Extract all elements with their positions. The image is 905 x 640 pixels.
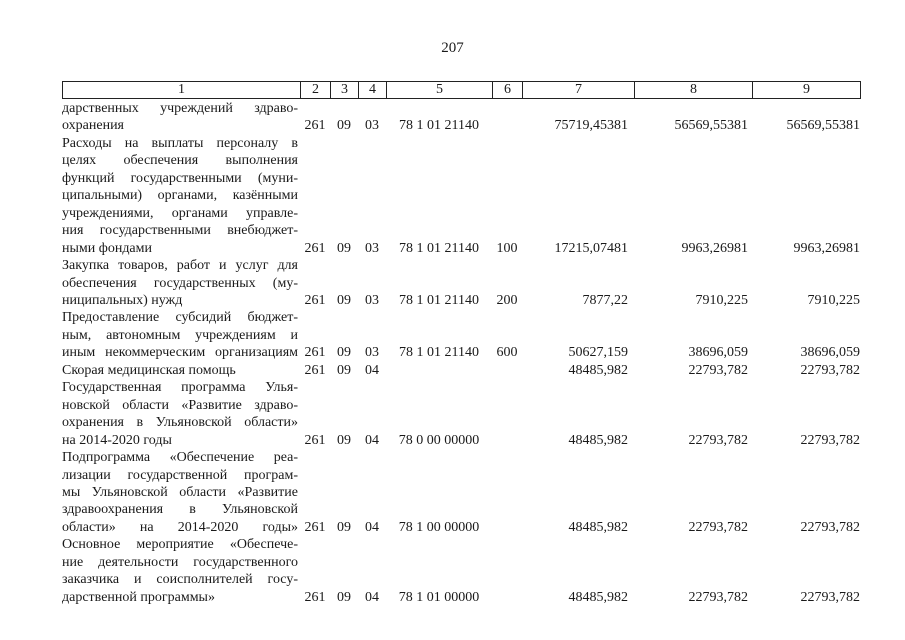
column-header-3: 3 <box>331 82 359 99</box>
amount-col9-cell: 56569,55381 <box>786 118 860 134</box>
description-line: заказчика и соисполнителей госу- <box>62 572 298 588</box>
amount-col8-cell: 38696,059 <box>688 345 748 361</box>
amount-col7-cell: 50627,159 <box>568 345 628 361</box>
amount-col8-cell: 7910,225 <box>695 292 748 308</box>
subsection-code-cell: 04 <box>365 589 379 605</box>
amount-col7-cell: 7877,22 <box>582 292 628 308</box>
table-row <box>62 257 870 309</box>
amount-col8-cell: 56569,55381 <box>674 118 748 134</box>
admin-code-cell: 261 <box>304 519 326 535</box>
description-line: Скорая медицинская помощь <box>62 362 236 378</box>
admin-code-cell: 261 <box>304 345 326 361</box>
description-line: целях обеспечения выполнения <box>62 153 298 169</box>
row-description <box>62 309 300 361</box>
amount-col7-cell: 48485,982 <box>568 362 628 378</box>
admin-code-cell: 261 <box>304 589 326 605</box>
description-line: дарственной программы» <box>62 589 215 605</box>
admin-code-cell: 261 <box>304 240 326 256</box>
row-description <box>62 257 300 309</box>
amount-col7-cell: 75719,45381 <box>554 118 628 134</box>
description-line: ния государственными внебюджет- <box>62 223 298 239</box>
section-code-cell: 09 <box>337 345 351 361</box>
target-article-cell: 78 1 01 21140 <box>399 118 479 134</box>
table-row <box>62 309 870 361</box>
column-header-4: 4 <box>359 82 387 99</box>
description-line: охранения в Ульяновской области» <box>62 415 298 431</box>
description-line: Закупка товаров, работ и услуг для <box>62 258 298 274</box>
description-line: обеспечения государственных (му- <box>62 275 298 291</box>
description-line: Предоставление субсидий бюджет- <box>62 310 298 326</box>
row-description <box>62 379 300 449</box>
row-description <box>62 536 300 606</box>
expense-type-cell: 200 <box>496 292 518 308</box>
admin-code-cell: 261 <box>304 118 326 134</box>
description-line: ным, автономным учреждениям и <box>62 327 298 343</box>
description-line: области» на 2014-2020 годы» <box>62 519 298 535</box>
column-header-6: 6 <box>493 82 523 99</box>
row-description <box>62 135 300 257</box>
description-line: на 2014-2020 годы <box>62 432 172 448</box>
column-header-7: 7 <box>523 82 635 99</box>
description-line: ными фондами <box>62 240 153 256</box>
page-number: 207 <box>441 40 464 56</box>
description-line: Расходы на выплаты персоналу в <box>62 135 298 151</box>
subsection-code-cell: 04 <box>365 432 379 448</box>
table-row <box>62 100 870 135</box>
section-code-cell: 09 <box>337 519 351 535</box>
section-code-cell: 09 <box>337 432 351 448</box>
amount-col9-cell: 22793,782 <box>800 362 860 378</box>
admin-code-cell: 261 <box>304 292 326 308</box>
description-line: охранения <box>62 118 124 134</box>
description-line: Основное мероприятие «Обеспече- <box>62 537 298 553</box>
amount-col8-cell: 22793,782 <box>688 589 748 605</box>
subsection-code-cell: 04 <box>365 362 379 378</box>
amount-col9-cell: 7910,225 <box>807 292 860 308</box>
description-line: здравоохранения в Ульяновской <box>62 502 298 518</box>
admin-code-cell: 261 <box>304 432 326 448</box>
amount-col8-cell: 22793,782 <box>688 362 748 378</box>
description-line: функций государственными (муни- <box>62 170 298 186</box>
row-description <box>62 362 300 379</box>
column-header-row <box>62 81 861 99</box>
description-line: ниципальных) нужд <box>62 292 183 308</box>
amount-col7-cell: 48485,982 <box>568 519 628 535</box>
column-header-2: 2 <box>301 82 331 99</box>
amount-col7-cell: 48485,982 <box>568 589 628 605</box>
table-row <box>62 536 870 606</box>
subsection-code-cell: 03 <box>365 292 379 308</box>
amount-col8-cell: 22793,782 <box>688 432 748 448</box>
description-line: ние деятельности государственного <box>62 554 298 570</box>
target-article-cell: 78 1 01 21140 <box>399 240 479 256</box>
subsection-code-cell: 03 <box>365 345 379 361</box>
section-code-cell: 09 <box>337 362 351 378</box>
amount-col9-cell: 9963,26981 <box>793 240 860 256</box>
description-line: ципальными) органами, казёнными <box>62 188 298 204</box>
amount-col9-cell: 22793,782 <box>800 589 860 605</box>
column-header-1: 1 <box>63 82 301 99</box>
subsection-code-cell: 04 <box>365 519 379 535</box>
amount-col9-cell: 22793,782 <box>800 432 860 448</box>
amount-col9-cell: 38696,059 <box>800 345 860 361</box>
description-line: мы Ульяновской области «Развитие <box>62 484 298 500</box>
target-article-cell: 78 1 00 00000 <box>398 519 480 535</box>
amount-col8-cell: 22793,782 <box>688 519 748 535</box>
target-article-cell: 78 1 01 21140 <box>399 292 479 308</box>
table-row <box>62 379 870 449</box>
target-article-cell: 78 0 00 00000 <box>398 432 480 448</box>
table-row <box>62 135 870 257</box>
table-row <box>62 362 870 379</box>
admin-code-cell: 261 <box>304 362 326 378</box>
row-description <box>62 100 300 135</box>
amount-col7-cell: 17215,07481 <box>554 240 628 256</box>
target-article-cell: 78 1 01 21140 <box>399 345 479 361</box>
amount-col8-cell: 9963,26981 <box>681 240 748 256</box>
expense-type-cell: 100 <box>496 240 518 256</box>
section-code-cell: 09 <box>337 292 351 308</box>
amount-col7-cell: 48485,982 <box>568 432 628 448</box>
amount-col9-cell: 22793,782 <box>800 519 860 535</box>
column-header-9: 9 <box>753 82 861 99</box>
section-code-cell: 09 <box>337 589 351 605</box>
section-code-cell: 09 <box>337 240 351 256</box>
column-header-8: 8 <box>635 82 753 99</box>
subsection-code-cell: 03 <box>365 240 379 256</box>
description-line: лизации государственной програм- <box>62 467 298 483</box>
expense-type-cell: 600 <box>496 345 518 361</box>
description-line: Подпрограмма «Обеспечение реа- <box>62 450 298 466</box>
description-line: дарственных учреждений здраво- <box>62 101 298 116</box>
row-description <box>62 449 300 536</box>
table-row <box>62 449 870 536</box>
subsection-code-cell: 03 <box>365 118 379 134</box>
description-line: Государственная программа Улья- <box>62 380 298 396</box>
description-line: учреждениями, органами управле- <box>62 205 298 221</box>
section-code-cell: 09 <box>337 118 351 134</box>
description-line: иным некоммерческим организациям <box>62 345 298 361</box>
description-line: новской области «Развитие здраво- <box>62 397 298 413</box>
column-header-5: 5 <box>387 82 493 99</box>
budget-table-body <box>62 100 870 606</box>
target-article-cell: 78 1 01 00000 <box>398 589 480 605</box>
